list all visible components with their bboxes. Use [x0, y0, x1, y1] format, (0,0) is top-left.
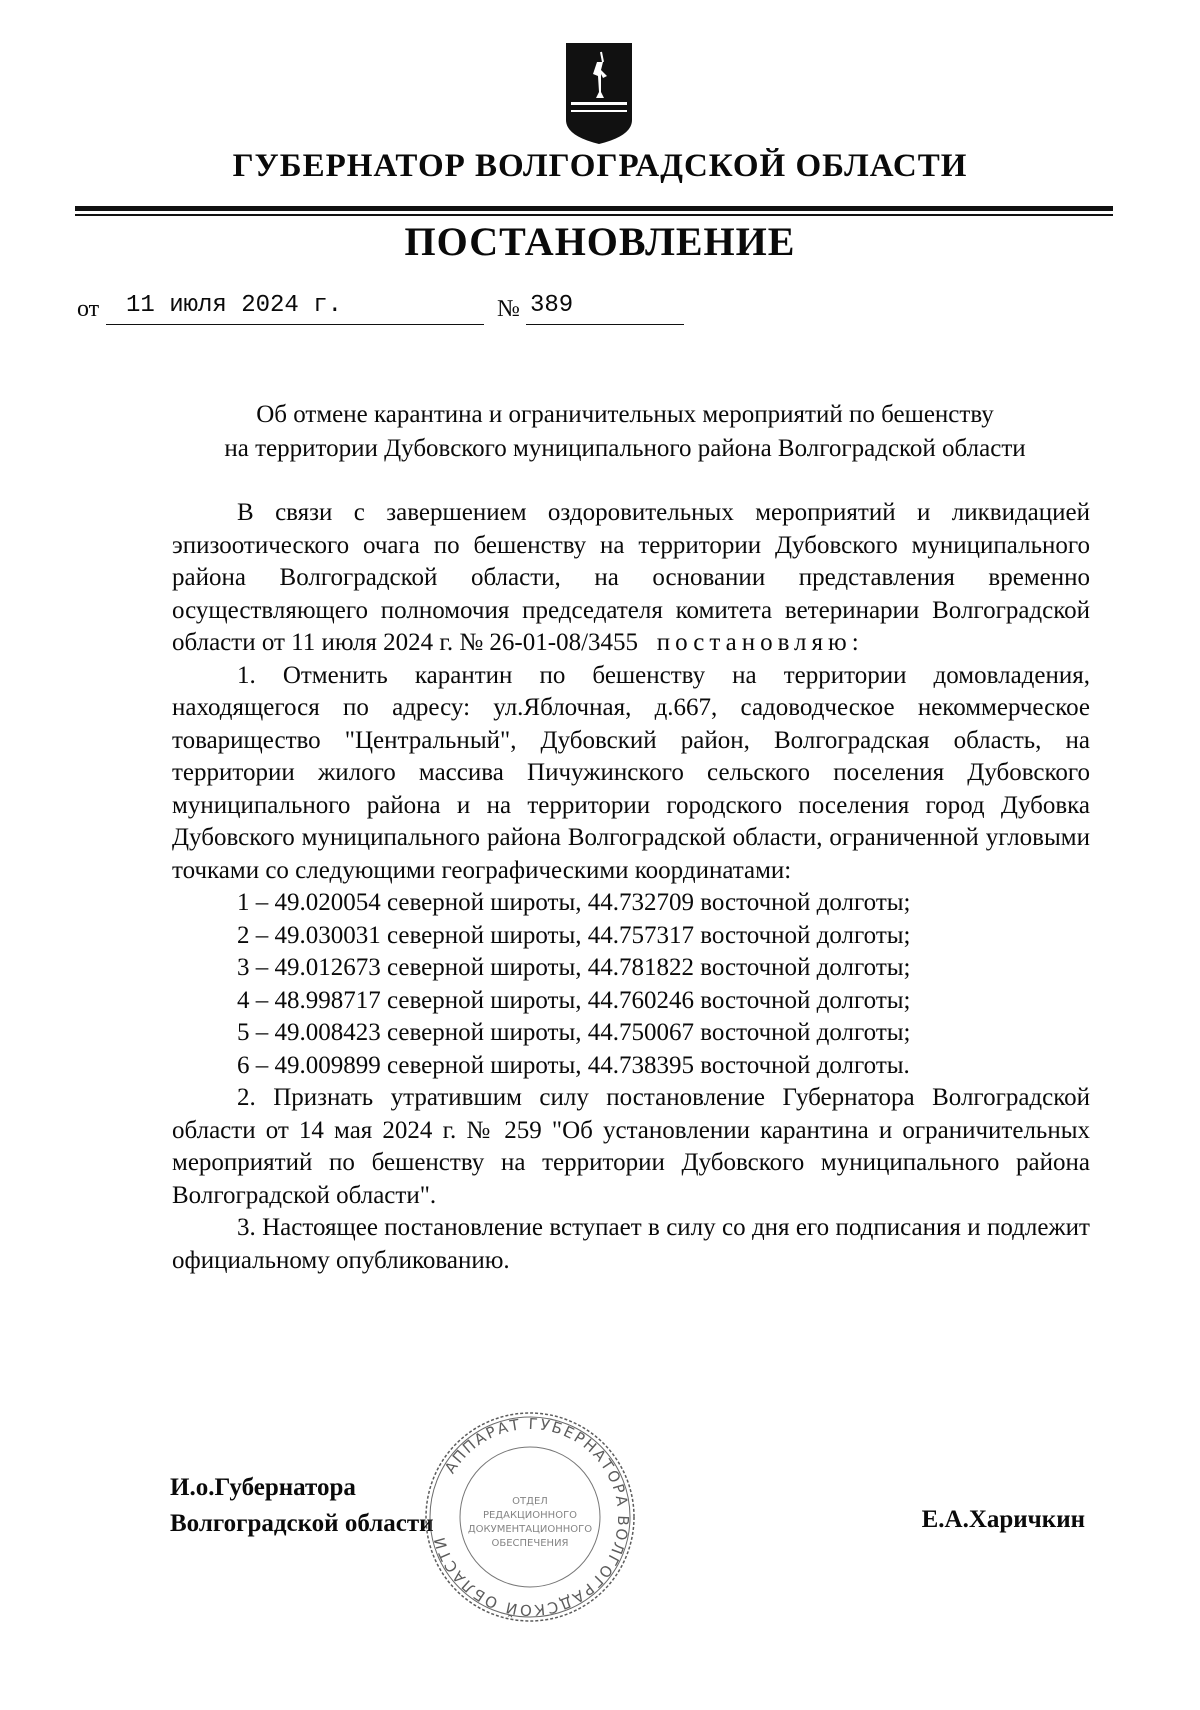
header-divider-thin — [75, 214, 1113, 216]
coordinate-line: 3 – 49.012673 северной широты, 44.781822 восточной долготы; — [237, 954, 911, 981]
coordinate-line: 1 – 49.020054 северной широты, 44.732709 восточной долготы; — [237, 889, 911, 916]
svg-text:ОТДЕЛ: ОТДЕЛ — [512, 1496, 548, 1507]
coordinate-line: 6 – 49.009899 северной широты, 44.738395 восточной долготы. — [237, 1051, 910, 1079]
document-body — [172, 497, 1090, 1277]
coordinate-line: 5 – 49.008423 северной широты, 44.750067 восточной долготы; — [237, 1019, 911, 1046]
document-heading: Об отмене карантина и ограничительных мероприятий по бешенству на территории Дубовского муниципального района Волгоградской области — [224, 401, 1026, 462]
document-number: 389 — [530, 292, 574, 319]
number-underline — [526, 324, 684, 325]
coordinate-line: 4 – 48.998717 северной широты, 44.760246 восточной долготы; — [237, 986, 911, 1014]
svg-text:АППАРАТ ГУБЕРНАТОРА ВОЛГОГРАДС: АППАРАТ ГУБЕРНАТОРА ВОЛГОГРАДСКОЙ ОБЛАСТИ — [430, 1414, 633, 1620]
authority-title: ГУБЕРНАТОР ВОЛГОГРАДСКОЙ ОБЛАСТИ — [232, 148, 968, 184]
document-date: 11 июля 2024 г. — [126, 292, 343, 319]
coordinate-line: 2 – 49.030031 северной широты, 44.757317 восточной долготы; — [237, 921, 911, 949]
decree-word: постановляю: — [656, 629, 864, 656]
header-divider — [75, 206, 1113, 211]
svg-text:ДОКУМЕНТАЦИОННОГО: ДОКУМЕНТАЦИОННОГО — [467, 1524, 593, 1535]
svg-text:ОБЕСПЕЧЕНИЯ: ОБЕСПЕЧЕНИЯ — [491, 1538, 569, 1549]
document-type: ПОСТАНОВЛЕНИЕ — [404, 219, 796, 264]
signatory-position: И.о.Губернатора Волгоградской области — [170, 1474, 434, 1537]
number-label: № — [497, 296, 520, 322]
item-2-paragraph: 2. Признать утратившим силу постановление Губернатора Волгоградской области от 14 мая 2024 г. № 259 "Об установлении карантина и ограничительных мероприятий по бешенству на территории Дубовского муниципального района Волгоградской области". — [172, 1084, 1090, 1209]
signatory-name: Е.А.Харичкин — [921, 1506, 1085, 1533]
coat-of-arms-icon — [563, 40, 635, 146]
preamble-paragraph: В связи с завершением оздоровительных мероприятий и ликвидацией эпизоотического очага по бешенству на территории Дубовского муниципального района Волгоградской области, на основании представления временно осуществляющего полномочия председателя комитета ветеринарии Волгоградской области от 11 июля 2024 г. № 26-01-08/3455 постановляю: — [172, 499, 1090, 656]
date-underline — [106, 324, 484, 325]
item-1-paragraph: 1. Отменить карантин по бешенству на территории домовладения, находящегося по адресу: ул.Яблочная, д.667, садоводческое некоммерческое товарищество "Центральный", Дубовский район, Волгоградская область, на территории жилого массива Пичужинского сельского поселения Дубовского муниципального района и на территории городского поселения город Дубовка Дубовского муниципального района Волгоградской области, ограниченной угловыми точками со следующими географическими координатами: — [172, 661, 1090, 884]
svg-text:РЕДАКЦИОННОГО: РЕДАКЦИОННОГО — [482, 1510, 578, 1521]
official-stamp-icon — [420, 1408, 640, 1626]
date-label: от — [77, 296, 100, 322]
item-3-paragraph: 3. Настоящее постановление вступает в силу со дня его подписания и подлежит официальному опубликованию. — [172, 1214, 1090, 1274]
